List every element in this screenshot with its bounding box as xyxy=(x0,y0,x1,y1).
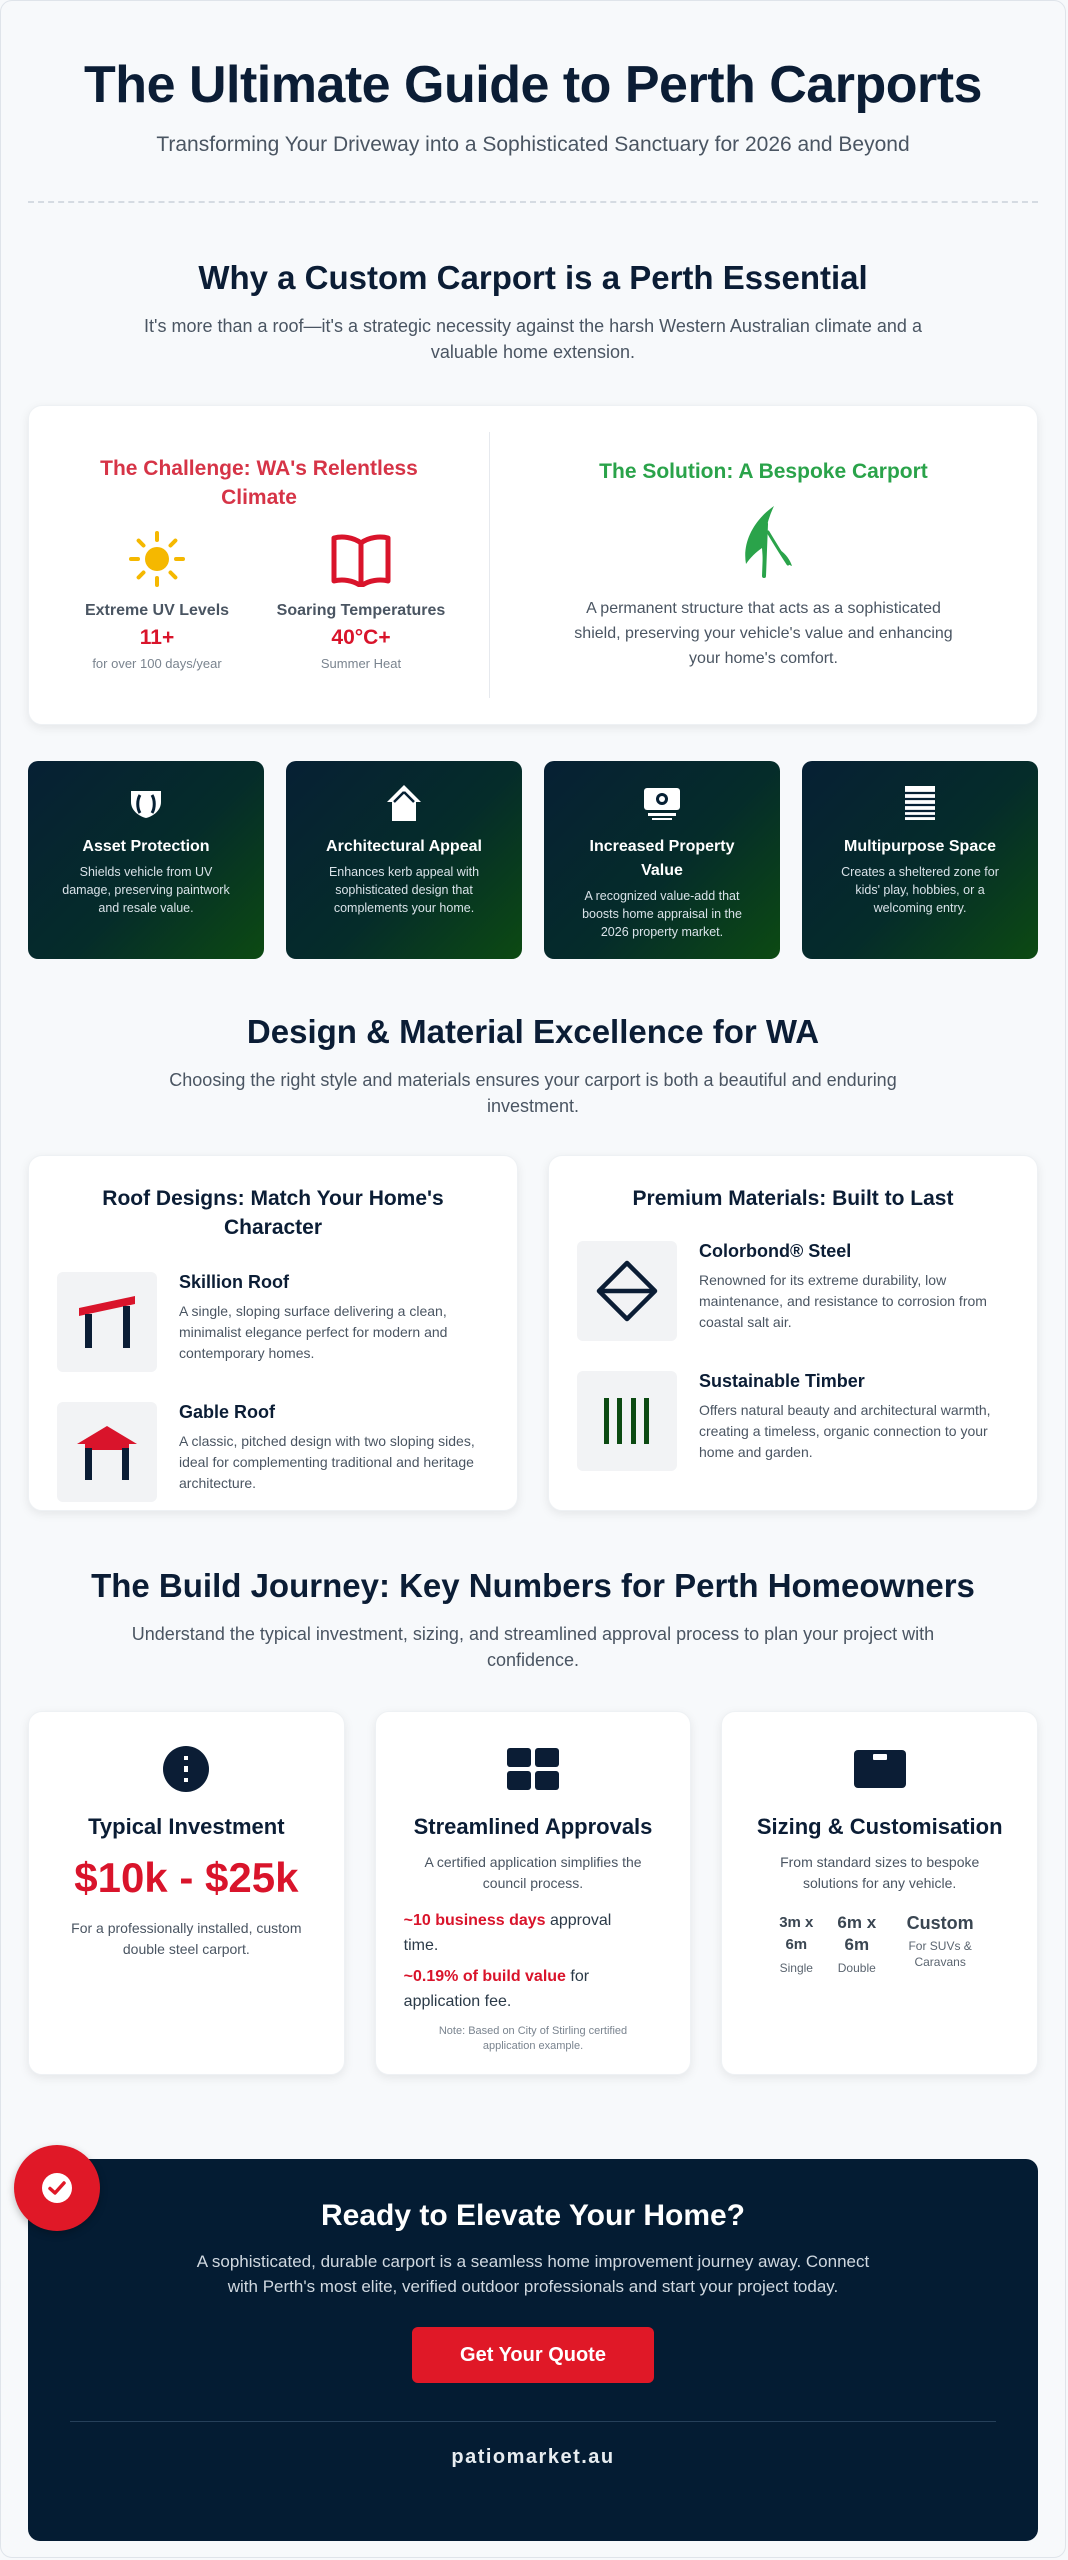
sizing-card xyxy=(721,1711,1038,2075)
journey-header xyxy=(28,1567,1038,1673)
design-title: Design & Material Excellence for WA xyxy=(246,1013,820,1050)
benefit-title: Multipurpose Space xyxy=(843,838,997,855)
material-item-text xyxy=(699,1241,1009,1341)
material-item-colorbond xyxy=(577,1241,1009,1341)
why-subtitle: It's more than a roof—it's a strategic necessity against the harsh Western Australian climate and a valuable home extension. xyxy=(144,316,922,362)
leaf-icon xyxy=(490,502,1037,582)
solution-title: The Solution: A Bespoke Carport xyxy=(599,460,928,483)
design-section xyxy=(28,1013,1038,1511)
size-label: For SUVs & Caravans xyxy=(908,1939,972,1969)
materials-card-title: Premium Materials: Built to Last xyxy=(632,1187,954,1210)
cta-divider xyxy=(70,2421,996,2422)
size-option-custom xyxy=(900,1912,980,1976)
sizing-text: From standard sizes to bespoke solutions for any vehicle. xyxy=(780,1854,980,1891)
check-badge-icon xyxy=(14,2145,100,2231)
approvals-title: Streamlined Approvals xyxy=(413,1814,653,1839)
why-header xyxy=(28,259,1038,365)
page-subtitle: Transforming Your Driveway into a Sophisticated Sanctuary for 2026 and Beyond xyxy=(156,133,910,156)
benefit-text: Creates a sheltered zone for kids' play, hobbies, or a welcoming entry. xyxy=(841,865,999,915)
material-item-timber xyxy=(577,1371,1009,1471)
solution-text: A permanent structure that acts as a sophisticated shield, preserving your vehicle's value and enhancing your home's comfort. xyxy=(574,600,953,667)
stat-label: Extreme UV Levels xyxy=(84,602,230,619)
stat-sub: for over 100 days/year xyxy=(92,656,222,671)
why-title: Why a Custom Carport is a Perth Essential xyxy=(198,259,868,296)
investment-value: $10k - $25k xyxy=(74,1854,299,1901)
skillion-roof-icon xyxy=(57,1272,157,1372)
approval-time-label: approval time. xyxy=(403,1912,612,1954)
shield-icon xyxy=(28,783,264,823)
roof-item-title: Skillion Roof xyxy=(179,1272,289,1292)
material-item-title: Sustainable Timber xyxy=(699,1371,865,1391)
size-option-single xyxy=(779,1912,813,1976)
design-header xyxy=(28,1013,1038,1119)
challenge-title: The Challenge: WA's Relentless Climate xyxy=(100,457,418,509)
content-wrap xyxy=(28,1,1038,2541)
house-icon xyxy=(286,783,522,823)
dollar-circle-icon xyxy=(29,1746,344,1792)
benefit-tiles xyxy=(28,761,1038,959)
stat-temperature xyxy=(276,526,446,671)
sizing-title: Sizing & Customisation xyxy=(756,1814,1003,1839)
challenge-solution-card xyxy=(28,405,1038,725)
size-options xyxy=(722,1912,1037,1976)
solution-panel xyxy=(490,406,1037,724)
size-label: Double xyxy=(837,1961,876,1975)
roof-item-desc: A single, sloping surface delivering a clean, minimalist elegance perfect for modern and contemporary homes. xyxy=(179,1303,448,1361)
material-item-title: Colorbond® Steel xyxy=(699,1241,852,1261)
material-item-desc: Renowned for its extreme durability, low maintenance, and resistance to corrosion from coastal salt air. xyxy=(699,1272,987,1330)
journey-section xyxy=(28,1567,1038,2075)
journey-title: The Build Journey: Key Numbers for Perth Homeowners xyxy=(91,1567,975,1604)
stat-value: 11+ xyxy=(139,626,175,649)
why-section xyxy=(28,259,1038,959)
investment-card xyxy=(28,1711,345,2075)
benefit-title: Architectural Appeal xyxy=(326,838,482,855)
size-line1: 3m x xyxy=(779,1914,814,1931)
list-icon xyxy=(802,783,1038,823)
gable-roof-icon xyxy=(57,1402,157,1502)
approvals-card xyxy=(375,1711,692,2075)
size-line2: 6m xyxy=(844,1935,870,1954)
design-cards xyxy=(28,1155,1038,1511)
size-label: Single xyxy=(779,1961,813,1975)
design-subtitle: Choosing the right style and materials ensures your carport is both a beautiful and enduring investment. xyxy=(169,1070,897,1116)
stat-sub: Summer Heat xyxy=(320,656,402,671)
roof-item-text xyxy=(179,1272,489,1372)
benefit-text: Shields vehicle from UV damage, preserving paintwork and resale value. xyxy=(62,865,230,915)
size-line1: 6m x xyxy=(837,1913,877,1932)
timber-icon xyxy=(577,1371,677,1471)
benefit-title: Increased Property Value xyxy=(589,838,735,879)
roof-item-title: Gable Roof xyxy=(179,1402,276,1422)
roof-item-gable xyxy=(57,1402,489,1502)
roof-designs-card xyxy=(28,1155,518,1511)
page-title: The Ultimate Guide to Perth Carports xyxy=(84,56,982,114)
benefit-tile xyxy=(544,761,780,959)
sun-icon xyxy=(72,526,242,592)
cta-title: Ready to Elevate Your Home? xyxy=(320,2199,745,2232)
cta-section xyxy=(28,2159,1038,2541)
size-option-double xyxy=(837,1912,876,1976)
stat-label: Soaring Temperatures xyxy=(276,602,446,619)
investment-title: Typical Investment xyxy=(88,1814,285,1839)
materials-card xyxy=(548,1155,1038,1511)
brand-link[interactable]: patiomarket.au xyxy=(451,2446,615,2468)
benefit-text: Enhances kerb appeal with sophisticated design that complements your home. xyxy=(328,865,480,915)
benefit-tile xyxy=(286,761,522,959)
approvals-note: Note: Based on City of Stirling certified application example. xyxy=(438,2025,628,2052)
challenge-panel xyxy=(29,406,489,724)
hero xyxy=(28,1,1038,203)
material-item-desc: Offers natural beauty and architectural warmth, creating a timeless, organic connection to your home and garden. xyxy=(699,1402,991,1460)
material-item-text xyxy=(699,1371,1009,1471)
stat-value: 40°C+ xyxy=(331,626,391,649)
approval-time-row xyxy=(404,1908,644,1958)
roof-item-text xyxy=(179,1402,489,1502)
approval-time-value: ~10 business days xyxy=(403,1912,546,1929)
size-line2: 6m xyxy=(785,1936,808,1953)
approval-fee-row xyxy=(404,1964,644,2014)
investment-text: For a professionally installed, custom double steel carport. xyxy=(71,1920,302,1957)
book-icon xyxy=(276,526,446,592)
approval-fee-value: ~0.19% of build value xyxy=(403,1968,566,1985)
get-quote-button[interactable]: Get Your Quote xyxy=(412,2327,654,2383)
approvals-details xyxy=(404,1908,644,2014)
money-icon xyxy=(544,783,780,823)
roof-item-desc: A classic, pitched design with two sloping sides, ideal for complementing traditional and heritage architecture. xyxy=(179,1433,475,1491)
box-icon xyxy=(722,1746,1037,1792)
roof-card-title: Roof Designs: Match Your Home's Character xyxy=(102,1187,444,1239)
benefit-title: Asset Protection xyxy=(82,838,210,855)
journey-cards xyxy=(28,1711,1038,2075)
challenge-stats xyxy=(29,526,489,671)
grid-icon xyxy=(376,1746,691,1792)
benefit-tile xyxy=(28,761,264,959)
cta-text: A sophisticated, durable carport is a seamless home improvement journey away. Connect with Perth's most elite, verified outdoor professionals and start your project today. xyxy=(196,2252,870,2296)
roof-item-skillion xyxy=(57,1272,489,1372)
benefit-text: A recognized value-add that boosts home appraisal in the 2026 property market. xyxy=(582,889,742,939)
approvals-text: A certified application simplifies the council process. xyxy=(424,1854,642,1891)
size-line1: Custom xyxy=(906,1913,974,1933)
divider xyxy=(28,201,1038,203)
journey-subtitle: Understand the typical investment, sizing, and streamlined approval process to plan your project with confidence. xyxy=(131,1624,935,1670)
benefit-tile xyxy=(802,761,1038,959)
stat-uv xyxy=(72,526,242,671)
approval-fee-label: for application fee. xyxy=(403,1968,590,2010)
diamond-icon xyxy=(577,1241,677,1341)
